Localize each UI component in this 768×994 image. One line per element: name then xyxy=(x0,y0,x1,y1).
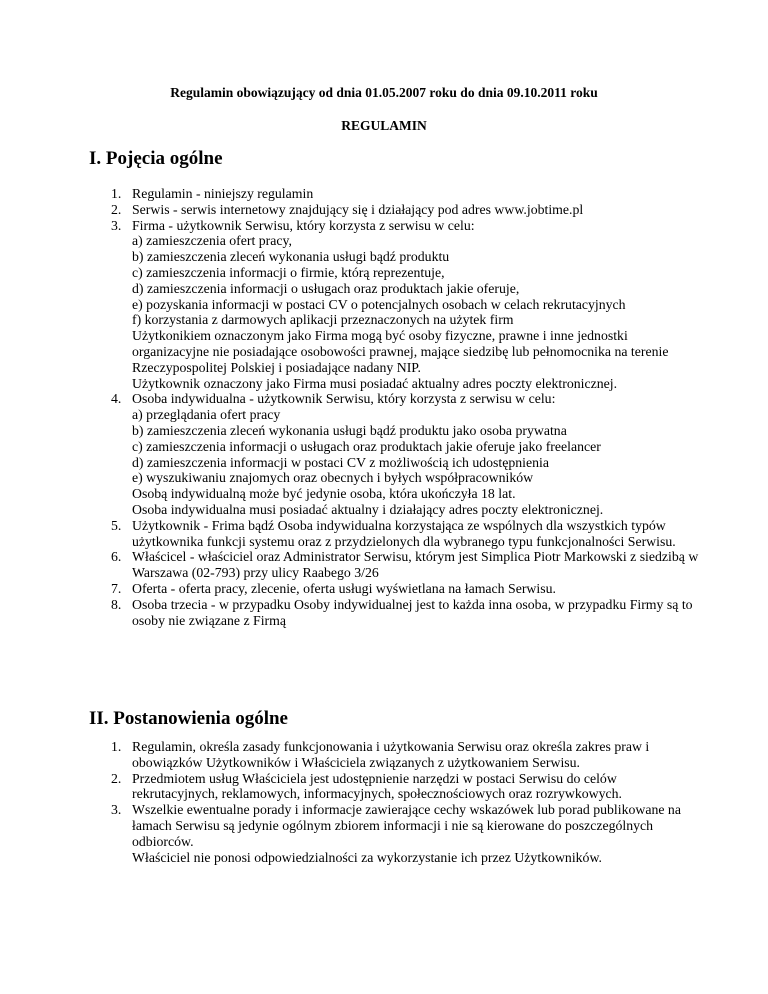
list-item-text: c) zamieszczenia informacji o firmie, którą reprezentuje, xyxy=(132,264,445,280)
section-2-list xyxy=(89,739,699,865)
list-item xyxy=(89,581,699,597)
list-item-text: d) zamieszczenia informacji w postaci CV z możliwością ich udostępnienia xyxy=(132,454,549,470)
list-item-text: Regulamin - niniejszy regulamin xyxy=(132,186,314,201)
section-1-heading: I. Pojęcia ogólne xyxy=(89,148,223,169)
list-item-text: Firma - użytkownik Serwisu, który korzysta z serwisu w celu: xyxy=(132,217,475,233)
list-item-text: a) przeglądania ofert pracy xyxy=(132,407,281,423)
list-item-number: 5. xyxy=(111,517,122,533)
document-title: REGULAMIN xyxy=(341,118,427,133)
list-item-text: Osobą indywidualną może być jedynie osoba, która ukończyła 18 lat. xyxy=(132,486,516,502)
list-item-text: Użytkonikiem oznaczonym jako Firma mogą być osoby fizyczne, prawne i inne jednostki organizacyjne nie posiadające osobowości prawnej, mające siedzibę lub pełnomocnika na terenie Rzeczypospolitej Polskiej i posiadające nadany NIP. xyxy=(132,328,669,375)
list-item xyxy=(89,802,699,865)
list-item-number: 8. xyxy=(111,596,122,612)
list-item-text: a) zamieszczenia ofert pracy, xyxy=(132,233,292,249)
list-item-text: b) zamieszczenia zleceń wykonania usługi bądź produktu xyxy=(132,249,450,265)
list-item-number: 2. xyxy=(111,770,122,786)
list-item-text: c) zamieszczenia informacji o usługach oraz produktach jakie oferuje jako freelancer xyxy=(132,438,601,454)
list-item-text: Osoba indywidualna - użytkownik Serwisu, który korzysta z serwisu w celu: xyxy=(132,391,556,407)
list-item-text: Właściciel nie ponosi odpowiedzialności za wykorzystanie ich przez Użytkowników. xyxy=(132,849,602,865)
list-item-text: Serwis - serwis internetowy znajdujący się i działający pod adres www.jobtime.pl xyxy=(132,201,584,217)
section-1-list xyxy=(89,186,699,628)
list-item-text: b) zamieszczenia zleceń wykonania usługi bądź produktu jako osoba prywatna xyxy=(132,422,567,438)
list-item xyxy=(89,218,699,392)
list-item xyxy=(89,391,699,517)
list-item-number: 7. xyxy=(111,580,122,596)
list-item xyxy=(89,771,699,803)
list-item-text: d) zamieszczenia informacji o usługach oraz produktach jakie oferuje, xyxy=(132,280,520,296)
list-item-text: e) wyszukiwaniu znajomych oraz obecnych i byłych współpracowników xyxy=(132,470,534,486)
list-item xyxy=(89,549,699,581)
list-item-text: Wszelkie ewentualne porady i informacje zawierające cechy wskazówek lub porad publikowane na łamach Serwisu są jedynie ogólnym zbiorem informacji i nie są kierowane do poszczególnych odbiorców. xyxy=(132,802,681,849)
list-item-text: Osoba indywidualna musi posiadać aktualny i działający adres poczty elektronicznej. xyxy=(132,501,604,517)
list-item xyxy=(89,739,699,771)
section-2-heading: II. Postanowienia ogólne xyxy=(89,708,288,729)
list-item-text: Właścicel - właściciel oraz Administrator Serwisu, którym jest Simplica Piotr Markowski z siedzibą w Warszawa (02-793) przy ulicy Raabego 3/26 xyxy=(132,549,699,581)
list-item-text: e) pozyskania informacji w postaci CV o potencjalnych osobach w celach rekrutacyjnych xyxy=(132,296,626,312)
list-item-text: f) korzystania z darmowych aplikacji przeznaczonych na użytek firm xyxy=(132,312,514,328)
list-item xyxy=(89,597,699,629)
list-item xyxy=(89,202,699,218)
list-item-number: 2. xyxy=(111,201,122,217)
list-item-text: Użytkownik - Frima bądź Osoba indywidualna korzystająca ze wspólnych dla wszystkich typów użytkownika funkcji systemu oraz z przydzielonych dla wybranego typu funkcjonalności Serwisu. xyxy=(132,517,676,549)
list-item xyxy=(89,518,699,550)
list-item-number: 1. xyxy=(111,186,122,201)
list-item-number: 4. xyxy=(111,391,122,407)
list-item-number: 3. xyxy=(111,802,122,818)
list-item-text: Regulamin, określa zasady funkcjonowania i użytkowania Serwisu oraz określa zakres praw i obowiązków Użytkowników i Właściciela związanych z użytkowaniem Serwisu. xyxy=(132,739,650,770)
list-item-number: 1. xyxy=(111,739,122,754)
list-item xyxy=(89,186,699,202)
validity-line: Regulamin obowiązujący od dnia 01.05.2007 roku do dnia 09.10.2011 roku xyxy=(170,85,598,100)
list-item-text: Osoba trzecia - w przypadku Osoby indywidualnej jest to każda inna osoba, w przypadku Firmy są to osoby nie związane z Firmą xyxy=(132,596,693,628)
list-item-number: 3. xyxy=(111,217,122,233)
list-item-number: 6. xyxy=(111,549,122,565)
list-item-text: Użytkownik oznaczony jako Firma musi posiadać aktualny adres poczty elektronicznej. xyxy=(132,375,618,391)
list-item-text: Przedmiotem usług Właściciela jest udostępnienie narzędzi w postaci Serwisu do celów rekrutacyjnych, reklamowych, informacyjnych, społecznościowych oraz rozrywkowych. xyxy=(132,770,622,802)
list-item-text: Oferta - oferta pracy, zlecenie, oferta usługi wyświetlana na łamach Serwisu. xyxy=(132,580,556,596)
